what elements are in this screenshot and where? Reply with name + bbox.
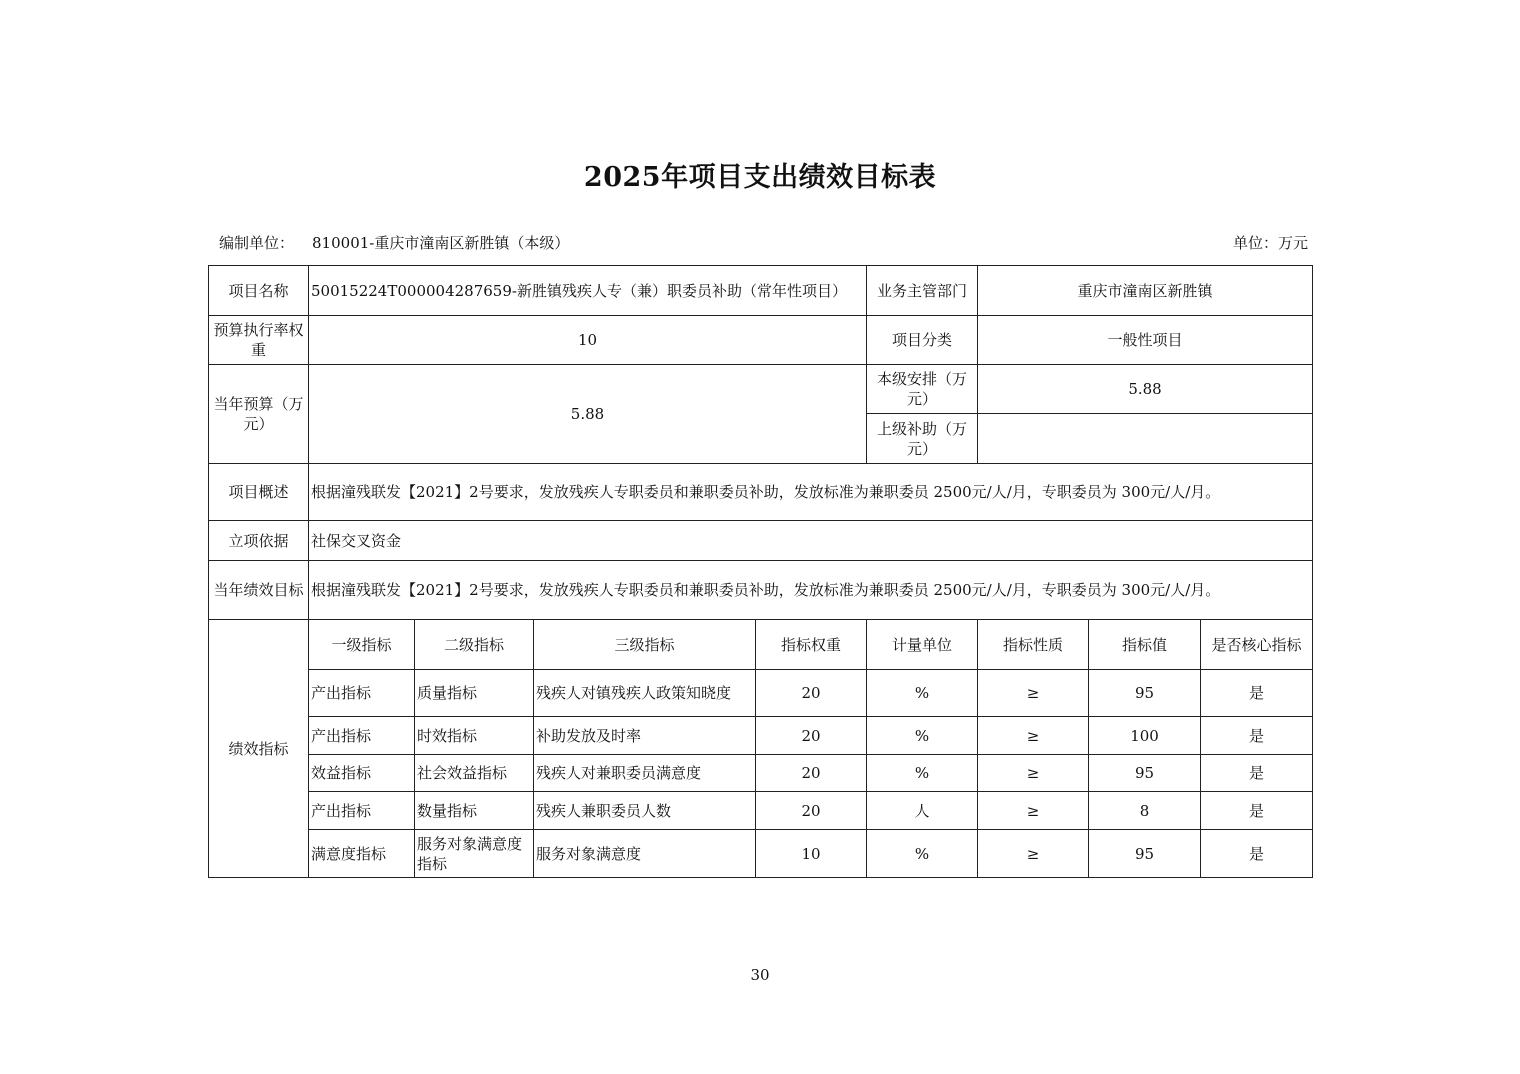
superior-label: 上级补助（万元） [867,414,978,464]
page-number: 30 [750,966,770,984]
exec-rate-label: 预算执行率权重 [209,316,309,365]
indicator-level3: 残疾人对兼职委员满意度 [534,755,756,792]
indicator-level2: 数量指标 [415,792,534,830]
indicator-level2: 社会效益指标 [415,755,534,792]
project-name-label: 项目名称 [209,266,309,316]
indicator-nature: ≥ [978,755,1089,792]
indicator-core: 是 [1201,670,1313,717]
indicator-weight: 20 [756,755,867,792]
indicator-value: 8 [1089,792,1201,830]
row-basis [209,521,1313,561]
overview-value: 根据潼残联发【2021】2号要求，发放残疾人专职委员和兼职委员补助，发放标准为兼职委员 2500元/人/月，专职委员为 300元/人/月。 [309,464,1313,521]
indicator-weight: 10 [756,830,867,878]
indicator-level1: 产出指标 [309,792,415,830]
indicator-header: 一级指标 [309,620,415,670]
indicator-header: 指标性质 [978,620,1089,670]
indicator-level1: 满意度指标 [309,830,415,878]
indicator-header: 是否核心指标 [1201,620,1313,670]
indicator-level2: 服务对象满意度指标 [415,830,534,878]
superior-value [978,414,1313,464]
indicator-value: 95 [1089,670,1201,717]
indicator-level3: 服务对象满意度 [534,830,756,878]
indicator-level3: 补助发放及时率 [534,717,756,755]
unit-label: 单位：万元 [1232,234,1308,252]
indicator-core: 是 [1201,792,1313,830]
indicator-core: 是 [1201,717,1313,755]
local-label: 本级安排（万元） [867,365,978,414]
table-row [209,755,1313,792]
indicator-level1: 产出指标 [309,670,415,717]
org-label: 编制单位： [219,234,295,252]
indicator-level1: 产出指标 [309,717,415,755]
indicator-nature: ≥ [978,670,1089,717]
budget-label: 当年预算（万元） [209,365,309,464]
org-value: 810001-重庆市潼南区新胜镇（本级） [312,234,570,252]
exec-rate-value: 10 [309,316,867,365]
table-row [209,792,1313,830]
indicator-level2: 时效指标 [415,717,534,755]
page-title: 2025年项目支出绩效目标表 [583,162,937,193]
indicator-nature: ≥ [978,717,1089,755]
org-line [219,232,569,253]
indicator-nature: ≥ [978,830,1089,878]
indicator-level2: 质量指标 [415,670,534,717]
indicator-nature: ≥ [978,792,1089,830]
dept-label: 业务主管部门 [867,266,978,316]
indicators-label: 绩效指标 [209,620,309,878]
indicator-level3: 残疾人对镇残疾人政策知晓度 [534,670,756,717]
row-project-name [209,266,1313,316]
table-row [209,830,1313,878]
indicator-unit: % [867,755,978,792]
indicator-core: 是 [1201,830,1313,878]
row-budget-local [209,365,1313,414]
indicator-header: 计量单位 [867,620,978,670]
indicator-value: 95 [1089,755,1201,792]
indicator-header-row [209,620,1313,670]
indicator-value: 95 [1089,830,1201,878]
budget-value: 5.88 [309,365,867,464]
table-row [209,717,1313,755]
indicator-unit: % [867,717,978,755]
indicator-header: 指标值 [1089,620,1201,670]
overview-label: 项目概述 [209,464,309,521]
indicator-unit: % [867,670,978,717]
indicator-unit: % [867,830,978,878]
performance-table [208,265,1313,878]
indicator-header: 二级指标 [415,620,534,670]
indicator-unit: 人 [867,792,978,830]
row-exec-rate [209,316,1313,365]
category-label: 项目分类 [867,316,978,365]
indicator-level1: 效益指标 [309,755,415,792]
indicator-core: 是 [1201,755,1313,792]
basis-label: 立项依据 [209,521,309,561]
local-value: 5.88 [978,365,1313,414]
indicator-weight: 20 [756,792,867,830]
table-row [209,670,1313,717]
row-goal [209,561,1313,620]
goal-value: 根据潼残联发【2021】2号要求，发放残疾人专职委员和兼职委员补助，发放标准为兼职委员 2500元/人/月，专职委员为 300元/人/月。 [309,561,1313,620]
indicator-weight: 20 [756,670,867,717]
basis-value: 社保交叉资金 [309,521,1313,561]
indicator-header: 指标权重 [756,620,867,670]
category-value: 一般性项目 [978,316,1313,365]
indicator-value: 100 [1089,717,1201,755]
indicator-header: 三级指标 [534,620,756,670]
dept-value: 重庆市潼南区新胜镇 [978,266,1313,316]
indicator-level3: 残疾人兼职委员人数 [534,792,756,830]
row-overview [209,464,1313,521]
indicator-weight: 20 [756,717,867,755]
project-name-value: 50015224T000004287659-新胜镇残疾人专（兼）职委员补助（常年性项目） [309,266,867,316]
goal-label: 当年绩效目标 [209,561,309,620]
